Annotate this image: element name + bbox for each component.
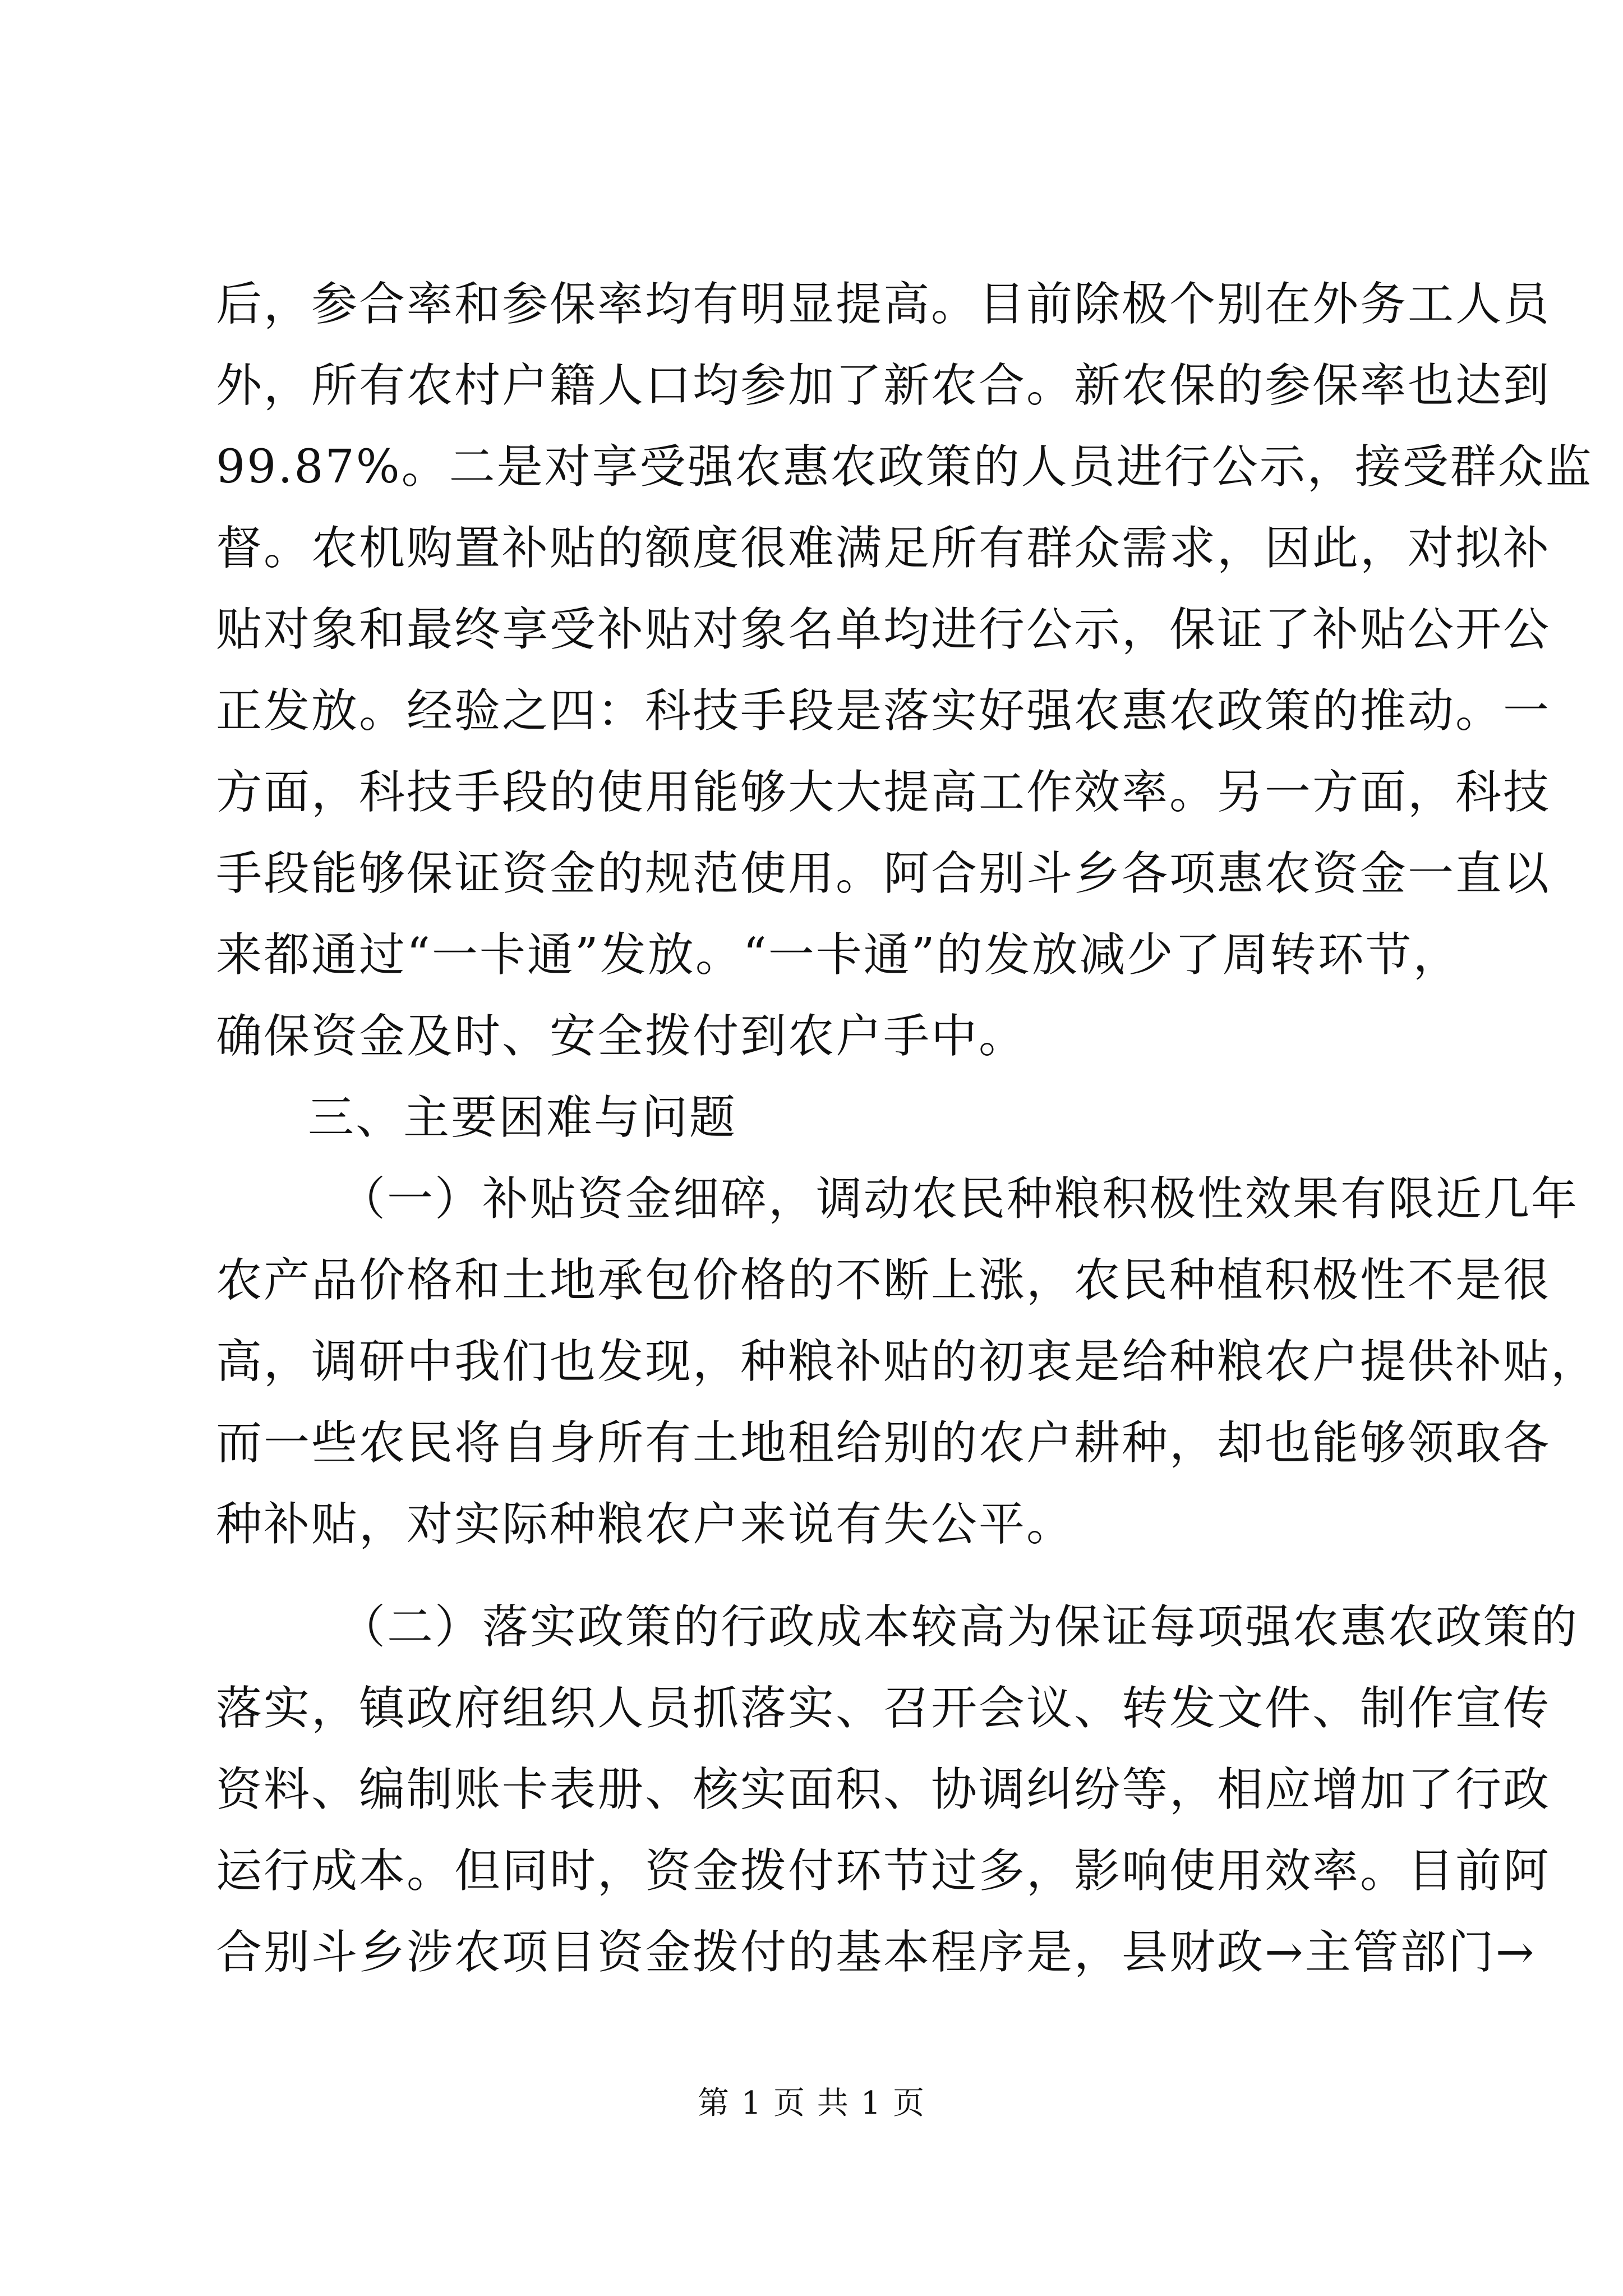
paragraph-line: 高，调研中我们也发现，种粮补贴的初衷是给种粮农户提供补贴， — [216, 1335, 1599, 1388]
paragraph-line: 确保资金及时、安全拨付到农户手中。 — [216, 1010, 1027, 1063]
paragraph-line: （一）补贴资金细碎，调动农民种粮积极性效果有限近几年 — [339, 1172, 1579, 1226]
page-number: 第 1 页 共 1 页 — [697, 2085, 926, 2122]
paragraph-line: 来都通过“一卡通”发放。“一卡通”的发放减少了周转环节， — [216, 928, 1461, 982]
document-body — [216, 264, 1599, 1993]
paragraph-line: （二）落实政策的行政成本较高为保证每项强农惠农政策的 — [339, 1600, 1579, 1654]
paragraph-line: 督。农机购置补贴的额度很难满足所有群众需求，因此，对拟补 — [216, 522, 1551, 575]
paragraph-line: 落实，镇政府组织人员抓落实、召开会议、转发文件、制作宣传 — [216, 1682, 1551, 1735]
paragraph-line: 资料、编制账卡表册、核实面积、协调纠纷等，相应增加了行政 — [216, 1763, 1551, 1816]
paragraph-line: 正发放。经验之四：科技手段是落实好强农惠农政策的推动。一 — [216, 684, 1551, 738]
paragraph-line: 而一些农民将自身所有土地租给别的农户耕种，却也能够领取各 — [216, 1416, 1551, 1470]
paragraph-line: 运行成本。但同时，资金拨付环节过多，影响使用效率。目前阿 — [216, 1844, 1551, 1898]
paragraph-line: 种补贴，对实际种粮农户来说有失公平。 — [216, 1498, 1075, 1551]
paragraph-line: 外，所有农村户籍人口均参加了新农合。新农保的参保率也达到 — [216, 359, 1551, 412]
paragraph-line: 99.87%。二是对享受强农惠农政策的人员进行公示，接受群众监 — [216, 440, 1593, 494]
paragraph-line: 手段能够保证资金的规范使用。阿合别斗乡各项惠农资金一直以 — [216, 847, 1551, 900]
page-footer — [0, 2081, 1623, 2126]
paragraph-line: 农产品价格和土地承包价格的不断上涨，农民种植积极性不是很 — [216, 1254, 1551, 1307]
paragraph-line: 方面，科技手段的使用能够大大提高工作效率。另一方面，科技 — [216, 766, 1551, 819]
paragraph-line: 合别斗乡涉农项目资金拨付的基本程序是，县财政→主管部门→ — [216, 1926, 1536, 1979]
paragraph-line: 后，参合率和参保率均有明显提高。目前除极个别在外务工人员 — [216, 278, 1551, 331]
section-heading: 三、主要困难与问题 — [308, 1091, 737, 1144]
paragraph-line: 贴对象和最终享受补贴对象名单均进行公示，保证了补贴公开公 — [216, 603, 1551, 656]
